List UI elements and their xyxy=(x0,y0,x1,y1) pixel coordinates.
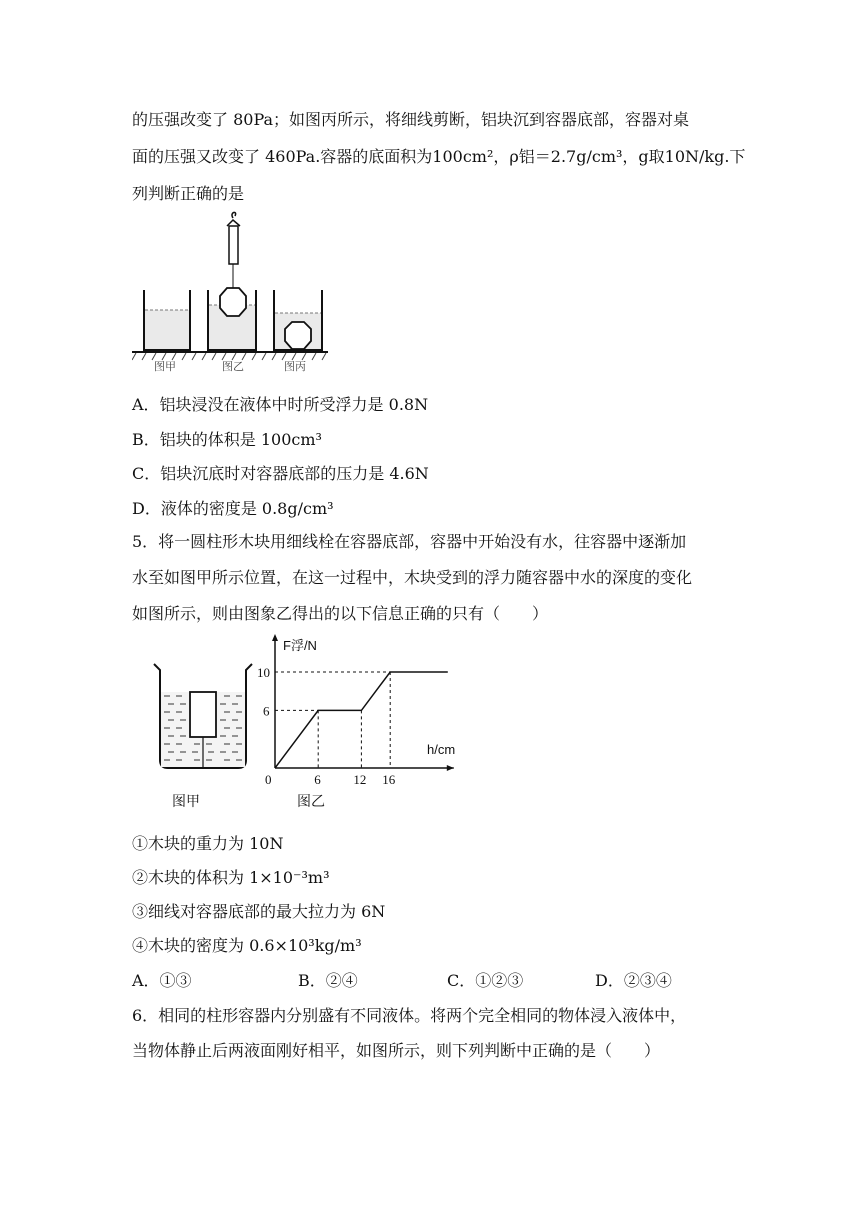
q4-line-1: 的压强改变了 80Pa；如图丙所示，将细线剪断，铝块沉到容器底部，容器对桌 xyxy=(132,110,690,129)
container-jia xyxy=(144,290,190,350)
q6-line-1: 6．相同的柱形容器内分别盛有不同液体。将两个完全相同的物体浸入液体中， xyxy=(132,1006,687,1025)
container-bing xyxy=(274,290,322,350)
chart-x-axis-arrow xyxy=(447,765,454,771)
q5-line-3: 如图所示，则由图象乙得出的以下信息正确的只有（ ） xyxy=(132,604,549,623)
chart-y-tick-label: 6 xyxy=(263,703,270,719)
container-yi xyxy=(208,212,256,350)
q4-option-a: A．铝块浸没在液体中时所受浮力是 0.8N xyxy=(132,395,429,414)
chart-x-tick-label: 0 xyxy=(265,772,272,787)
q5-line-2: 水至如图甲所示位置，在这一过程中，木块受到的浮力随容器中水的深度的变化 xyxy=(132,568,693,587)
chart-y-axis-arrow xyxy=(272,634,278,641)
q4-figure xyxy=(132,210,352,375)
fig-label-jia: 图甲 xyxy=(154,360,176,373)
q5-option-b: B．②④ xyxy=(298,971,358,990)
q5-fig-label-jia: 图甲 xyxy=(172,793,200,809)
q6-line-2: 当物体静止后两液面刚好相平，如图所示，则下列判断中正确的是（ ） xyxy=(132,1041,661,1060)
fig-label-bing: 图丙 xyxy=(284,360,306,373)
chart-x-tick-label: 6 xyxy=(314,772,321,787)
q5-option-c: C．①②③ xyxy=(447,971,524,990)
q5-fig-label-yi: 图乙 xyxy=(297,793,325,809)
chart-y-tick-label: 10 xyxy=(257,665,270,680)
chart-x-tick-label: 12 xyxy=(353,772,367,787)
q4-line-2: 面的压强又改变了 460Pa.容器的底面积为100cm²，ρ铝＝2.7g/cm³，g取10N/kg.下 xyxy=(132,147,746,166)
q4-option-d: D．液体的密度是 0.8g/cm³ xyxy=(132,499,334,518)
chart-x-tick-label: 16 xyxy=(382,772,396,787)
q5-statement-2: ②木块的体积为 1×10⁻³m³ xyxy=(132,868,330,887)
chart-xlabel: h/cm xyxy=(427,742,456,757)
q5-statement-3: ③细线对容器底部的最大拉力为 6N xyxy=(132,902,386,921)
chart-ylabel: F浮/N xyxy=(283,638,317,653)
q4-line-3: 列判断正确的是 xyxy=(132,184,245,203)
q5-chart xyxy=(255,630,480,820)
q5-option-d: D．②③④ xyxy=(595,971,672,990)
q5-line-1: 5．将一圆柱形木块用细线栓在容器底部，容器中开始没有水，往容器中逐渐加 xyxy=(132,532,687,551)
q4-option-c: C．铝块沉底时对容器底部的压力是 4.6N xyxy=(132,464,429,483)
fig-label-yi: 图乙 xyxy=(222,360,244,373)
q5-beaker-figure xyxy=(148,630,258,820)
q5-statement-4: ④木块的密度为 0.6×10³kg/m³ xyxy=(132,936,362,955)
q4-option-b: B．铝块的体积是 100cm³ xyxy=(132,430,322,449)
q5-statement-1: ①木块的重力为 10N xyxy=(132,834,284,853)
q5-option-a: A．①③ xyxy=(132,971,192,990)
